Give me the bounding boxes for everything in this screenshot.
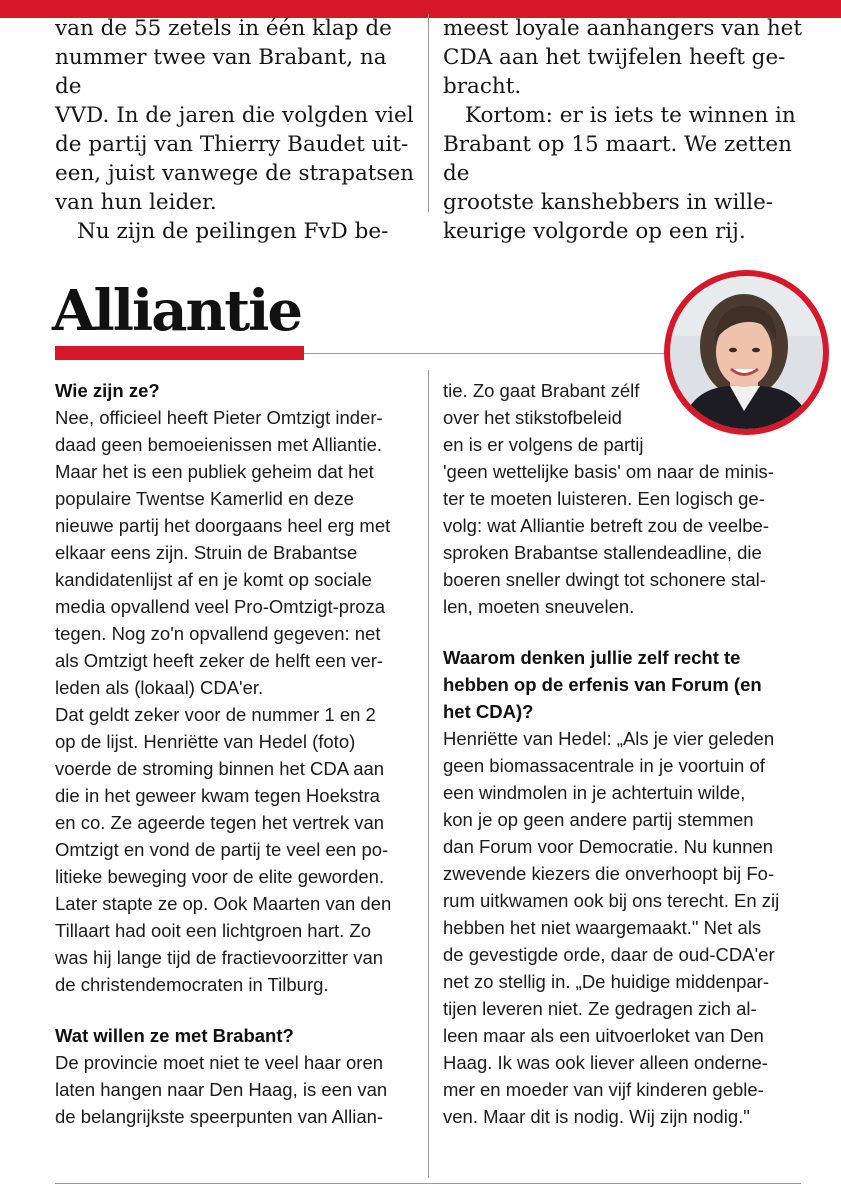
text-line: meest loyale aanhangers van het <box>443 16 803 41</box>
text-line: leen maar als een uitvoerloket van Den <box>443 1025 764 1046</box>
text-line: keurige volgorde op een rij. <box>443 219 746 244</box>
text-line: media opvallend veel Pro-Omtzigt-proza <box>55 596 386 617</box>
text-line: dan Forum voor Democratie. Nu kunnen <box>443 836 774 857</box>
text-line: tegen. Nog zo'n opvallend gegeven: net <box>55 623 381 644</box>
top-article-col1 <box>55 14 415 246</box>
text-line: ter te moeten luisteren. Een logisch ge- <box>443 488 765 509</box>
text-line: laten hangen naar Den Haag, is een van <box>55 1079 388 1100</box>
text-line: een windmolen in je achtertuin wilde, <box>443 782 746 803</box>
text-line: hebben het niet waargemaakt." Net als <box>443 917 762 938</box>
text-line: op de lijst. Henriëtte van Hedel (foto) <box>55 731 356 752</box>
text-line: een, juist vanwege de strapatsen <box>55 161 415 186</box>
question-heading: Waarom denken jullie zelf recht te <box>443 647 741 668</box>
text-line: populaire Twentse Kamerlid en deze <box>55 488 354 509</box>
text-line: geen biomassacentrale in je voortuin of <box>443 755 765 776</box>
text-line: Nee, officieel heeft Pieter Omtzigt inder- <box>55 407 383 428</box>
text-line: Dat geldt zeker voor de nummer 1 en 2 <box>55 704 376 725</box>
question-heading: het CDA)? <box>443 701 534 722</box>
text-line: die in het geweer kwam tegen Hoekstra <box>55 785 380 806</box>
heading-rule <box>304 353 674 354</box>
text-line: voerde de stroming binnen het CDA aan <box>55 758 385 779</box>
text-line: Omtzigt en vond de partij te veel een po- <box>55 839 389 860</box>
text-line: boeren sneller dwingt tot schonere stal- <box>443 569 766 590</box>
text-line: als Omtzigt heeft zeker de helft een ver- <box>55 650 384 671</box>
text-line: tijen leveren niet. Ze gedragen zich al- <box>443 998 757 1019</box>
text-line: daad geen bemoeienissen met Alliantie. <box>55 434 383 455</box>
text-line: Later stapte ze op. Ook Maarten van den <box>55 893 392 914</box>
text-line: van de 55 zetels in één klap de <box>55 16 392 41</box>
question-heading: hebben op de erfenis van Forum (en <box>443 674 762 695</box>
text-line: sproken Brabantse stallendeadline, die <box>443 542 762 563</box>
text-line: tie. Zo gaat Brabant zélf <box>443 380 640 401</box>
text-line: bracht. <box>443 74 522 99</box>
left-column <box>55 377 420 1130</box>
text-line: elkaar eens zijn. Struin de Brabantse <box>55 542 358 563</box>
text-line: CDA aan het twijfelen heeft ge- <box>443 45 786 70</box>
heading-accent-bar <box>55 346 304 360</box>
text-line: rum uitkwamen ook bij ons terecht. En zij <box>443 890 780 911</box>
text-line: leden als (lokaal) CDA'er. <box>55 677 264 698</box>
text-line: grootste kanshebbers in wille- <box>443 190 774 215</box>
text-line: kon je op geen andere partij stemmen <box>443 809 754 830</box>
text-line: ven. Maar dit is nodig. Wij zijn nodig." <box>443 1106 750 1127</box>
text-line: mer en moeder van vijf kinderen geble- <box>443 1079 764 1100</box>
text-line: de christendemocraten in Tilburg. <box>55 974 329 995</box>
text-line: nummer twee van Brabant, na de <box>55 45 387 99</box>
text-line: en co. Ze ageerde tegen het vertrek van <box>55 812 385 833</box>
top-article-col2 <box>443 14 808 246</box>
section-heading: Alliantie <box>52 278 302 344</box>
text-line: de belangrijkste speerpunten van Allian- <box>55 1106 384 1127</box>
text-line: de gevestigde orde, daar de oud-CDA'er <box>443 944 775 965</box>
question-heading: Wie zijn ze? <box>55 380 160 401</box>
text-line: was hij lange tijd de fractievoorzitter van <box>55 947 384 968</box>
text-line: kandidatenlijst af en je komt op sociale <box>55 569 372 590</box>
text-line: Henriëtte van Hedel: „Als je vier geleden <box>443 728 775 749</box>
text-line: volg: wat Alliantie betreft zou de veelbe- <box>443 515 769 536</box>
text-line: zwevende kiezers die onverhoopt bij Fo- <box>443 863 775 884</box>
text-line: De provincie moet niet te veel haar oren <box>55 1052 384 1073</box>
text-line: nieuwe partij het doorgaans heel erg met <box>55 515 391 536</box>
text-line: Haag. Ik was ook liever alleen onderne- <box>443 1052 768 1073</box>
text-line: len, moeten sneuvelen. <box>443 596 635 617</box>
column-divider <box>428 370 429 1178</box>
text-line: net zo stellig in. „De huidige middenpar- <box>443 971 769 992</box>
text-line: litieke beweging voor de elite geworden. <box>55 866 385 887</box>
text-line: Tillaart had ooit een lichtgroen hart. Zo <box>55 920 372 941</box>
text-line: de partij van Thierry Baudet uit- <box>55 132 409 157</box>
right-column <box>443 377 813 1130</box>
text-line: en is er volgens de partij <box>443 434 644 455</box>
text-line: Brabant op 15 maart. We zetten de <box>443 132 792 186</box>
text-line: VVD. In de jaren die volgden viel <box>55 103 414 128</box>
text-line: Maar het is een publiek geheim dat het <box>55 461 374 482</box>
text-line: Nu zijn de peilingen FvD be- <box>77 219 389 244</box>
bottom-rule <box>55 1183 801 1184</box>
text-line: van hun leider. <box>55 190 217 215</box>
text-line: Kortom: er is iets te winnen in <box>465 103 796 128</box>
text-line: over het stikstofbeleid <box>443 407 622 428</box>
column-divider <box>428 14 429 212</box>
text-line: 'geen wettelijke basis' om naar de minis- <box>443 461 774 482</box>
question-heading: Wat willen ze met Brabant? <box>55 1025 294 1046</box>
